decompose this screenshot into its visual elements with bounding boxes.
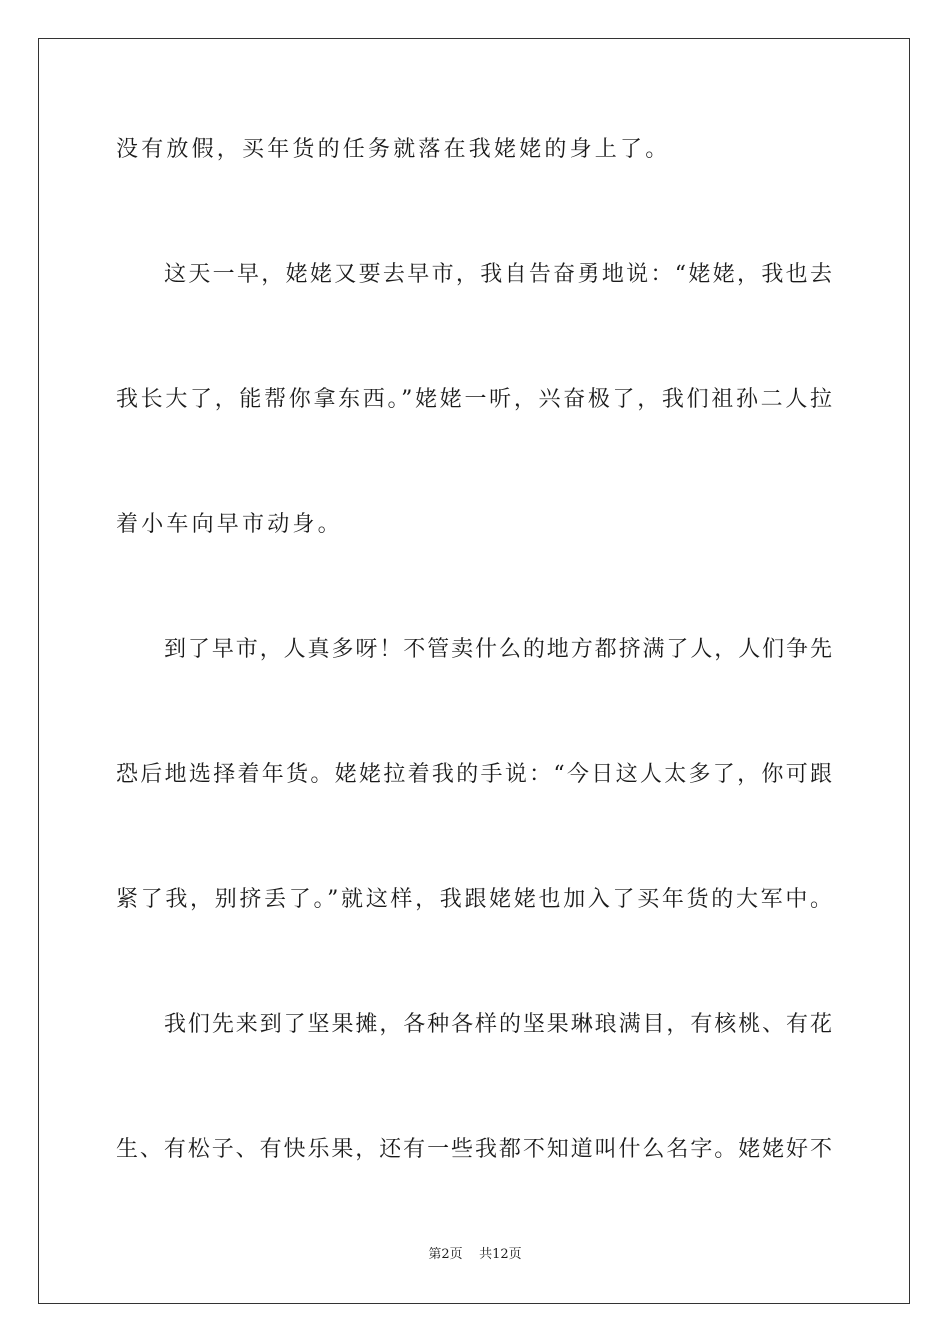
text-line-4: 着小车向早市动身。 xyxy=(116,512,343,537)
text-line-5: 到了早市，人真多呀！不管卖什么的地方都挤满了人，人们争先 xyxy=(164,637,832,662)
page-number: 第2页 xyxy=(428,1247,463,1262)
text-line-9: 生、有松子、有快乐果，还有一些我都不知道叫什么名字。姥姥好不 xyxy=(116,1137,832,1162)
text-line-2: 这天一早，姥姥又要去早市，我自告奋勇地说：“姥姥，我也去 xyxy=(164,262,832,287)
page-footer xyxy=(0,1246,950,1264)
text-line-6: 恐后地选择着年货。姥姥拉着我的手说：“今日这人太多了，你可跟 xyxy=(116,762,832,787)
page-total: 共12页 xyxy=(479,1247,522,1262)
text-line-7: 紧了我，别挤丢了。”就这样，我跟姥姥也加入了买年货的大军中。 xyxy=(116,887,832,912)
page-border xyxy=(38,38,910,1304)
text-line-3: 我长大了，能帮你拿东西。”姥姥一听，兴奋极了，我们祖孙二人拉 xyxy=(116,387,832,412)
text-line-1: 没有放假，买年货的任务就落在我姥姥的身上了。 xyxy=(116,137,671,162)
text-line-8: 我们先来到了坚果摊，各种各样的坚果琳琅满目，有核桃、有花 xyxy=(164,1012,832,1037)
